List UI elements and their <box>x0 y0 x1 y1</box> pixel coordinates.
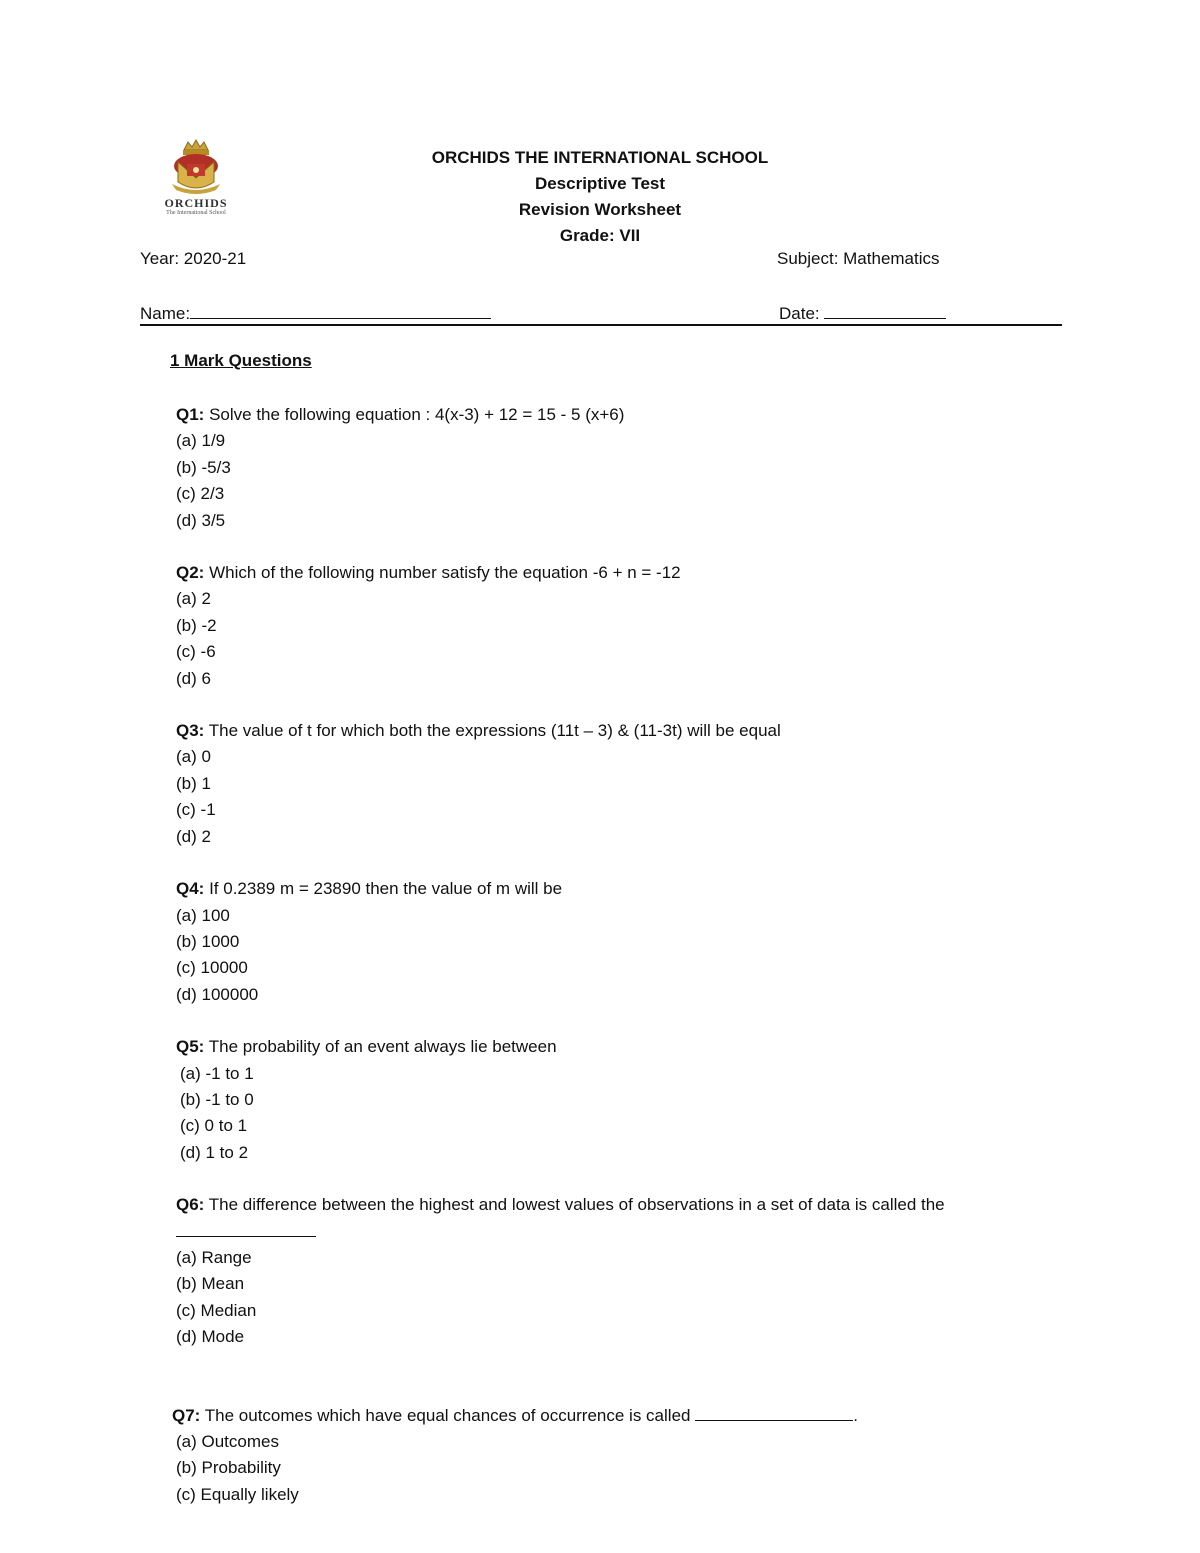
option-d[interactable]: (d) 2 <box>176 826 211 846</box>
name-label: Name: <box>140 304 191 323</box>
name-field[interactable] <box>140 302 491 324</box>
option-d[interactable]: (d) 6 <box>176 668 211 688</box>
answer-blank[interactable] <box>176 1220 316 1237</box>
option-b[interactable]: (b) 1000 <box>176 931 240 951</box>
test-type: Descriptive Test <box>534 174 666 193</box>
option-a[interactable]: (a) -1 to 1 <box>180 1063 254 1083</box>
header-divider <box>140 324 1062 326</box>
option-c[interactable]: (c) 2/3 <box>176 484 225 504</box>
subject-label: Subject: Mathematics <box>777 249 940 268</box>
option-a[interactable]: (a) 0 <box>176 747 211 767</box>
question-text <box>176 1034 1056 1060</box>
question-7 <box>172 1403 1056 1509</box>
option-c[interactable]: (c) 0 to 1 <box>180 1116 248 1136</box>
option-c[interactable]: (c) 10000 <box>176 958 248 978</box>
date-label: Date: <box>779 304 820 323</box>
school-name: ORCHIDS THE INTERNATIONAL SCHOOL <box>431 148 769 167</box>
question-list <box>172 402 1056 1534</box>
option-d[interactable]: (d) 1 to 2 <box>180 1142 249 1162</box>
option-b[interactable]: (b) -2 <box>176 615 217 635</box>
question-number: Q1: <box>176 405 205 424</box>
question-2 <box>176 560 1056 692</box>
option-b[interactable]: (b) 1 <box>176 773 211 793</box>
section-title: 1 Mark Questions <box>170 351 312 370</box>
option-a[interactable]: (a) Outcomes <box>176 1432 279 1451</box>
question-end-mark: . <box>853 1405 858 1425</box>
question-6 <box>176 1192 1056 1350</box>
question-prompt: The outcomes which have equal chances of occurrence is called <box>204 1405 691 1425</box>
option-b[interactable]: (b) -5/3 <box>176 457 231 477</box>
question-text <box>172 1403 1056 1429</box>
option-a[interactable]: (a) 2 <box>176 589 211 609</box>
question-prompt: If 0.2389 m = 23890 then the value of m will be <box>209 879 563 899</box>
question-text <box>176 402 1056 428</box>
name-blank[interactable] <box>190 302 491 319</box>
grade-label: Grade: VII <box>559 226 641 245</box>
question-text <box>176 1192 1056 1245</box>
option-c[interactable]: (c) Equally likely <box>176 1484 299 1504</box>
worksheet-title: Revision Worksheet <box>518 200 682 219</box>
date-field[interactable] <box>779 302 946 324</box>
option-d[interactable]: (d) 100000 <box>176 984 259 1004</box>
option-a[interactable]: (a) Range <box>176 1247 252 1267</box>
option-b[interactable]: (b) Probability <box>176 1458 281 1478</box>
question-text <box>176 876 1056 902</box>
logo-tagline: The International School <box>166 210 226 216</box>
option-d[interactable]: (d) Mode <box>176 1327 245 1347</box>
question-prompt: The probability of an event always lie between <box>208 1037 557 1057</box>
question-prompt: The difference between the highest and lowest values of observations in a set of data is called the <box>208 1195 945 1215</box>
date-blank[interactable] <box>824 302 946 319</box>
option-c[interactable]: (c) -1 <box>176 800 216 820</box>
question-prompt: The value of t for which both the expressions (11t – 3) & (11-3t) will be equal <box>208 721 781 741</box>
option-b[interactable]: (b) -1 to 0 <box>180 1089 254 1109</box>
question-number: Q6: <box>176 1195 205 1215</box>
option-d[interactable]: (d) 3/5 <box>176 510 226 530</box>
question-number: Q4: <box>176 879 205 899</box>
question-number: Q2: <box>176 563 205 583</box>
question-number: Q5: <box>176 1037 205 1057</box>
crest-icon <box>154 138 238 196</box>
question-number: Q7: <box>172 1405 201 1425</box>
question-5 <box>176 1034 1056 1166</box>
question-prompt: Solve the following equation : 4(x-3) + 12 = 15 - 5 (x+6) <box>209 405 625 424</box>
question-number: Q3: <box>176 721 205 741</box>
option-b[interactable]: (b) Mean <box>176 1274 245 1294</box>
option-a[interactable]: (a) 1/9 <box>176 431 226 451</box>
answer-blank[interactable] <box>695 1404 853 1421</box>
option-a[interactable]: (a) 100 <box>176 905 230 925</box>
question-3 <box>176 718 1056 850</box>
question-prompt: Which of the following number satisfy the equation -6 + n = -12 <box>209 563 681 583</box>
option-c[interactable]: (c) -6 <box>176 642 216 662</box>
question-text <box>176 718 1056 744</box>
document-header <box>300 145 900 249</box>
question-text <box>176 560 1056 586</box>
option-c[interactable]: (c) Median <box>176 1300 257 1320</box>
school-logo <box>154 138 238 220</box>
question-4 <box>176 876 1056 1008</box>
question-1 <box>176 402 1056 534</box>
logo-wordmark: ORCHIDS <box>164 196 228 210</box>
year-label: Year: 2020-21 <box>140 249 247 268</box>
